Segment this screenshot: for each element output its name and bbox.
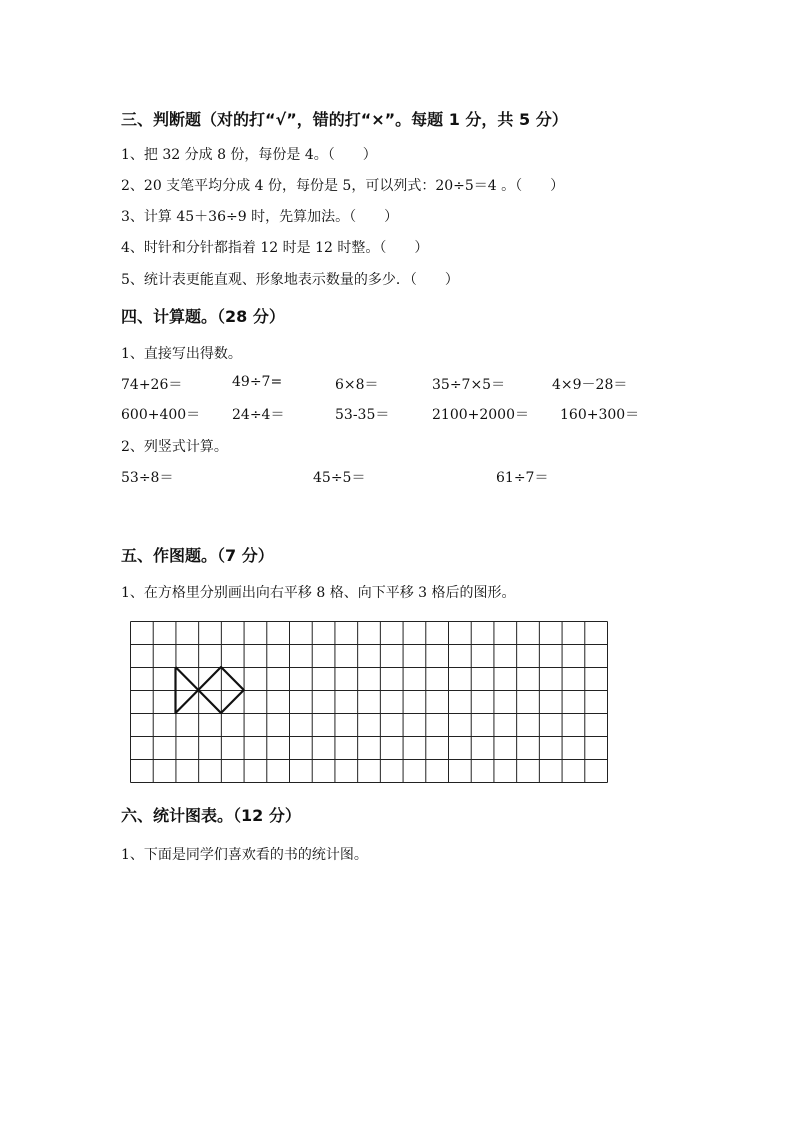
calc-problem: 35÷7×5＝ [432,377,506,393]
calc-problem: 49÷7= [232,374,283,390]
vertical-calc-instruction: 2、列竖式计算。 [121,439,228,455]
judge-question-1: 1、把 32 分成 8 份，每份是 4。（ ） [121,147,377,163]
calc-problem: 6×8＝ [335,377,379,393]
calc-problem: 600+400＝ [121,407,201,423]
vertical-calc-problem: 45÷5＝ [313,470,366,486]
calc-problem: 53-35＝ [335,407,390,423]
calc-problem: 2100+2000＝ [432,407,529,423]
section-5-heading: 五、作图题。（7 分） [121,546,274,565]
section-6-heading: 六、统计图表。（12 分） [121,806,301,825]
square-grid [130,621,608,783]
drawing-instruction: 1、在方格里分别画出向右平移 8 格、向下平移 3 格后的图形。 [121,585,516,601]
section-4-heading: 四、计算题。（28 分） [121,307,285,326]
vertical-calc-problem: 61÷7＝ [496,470,549,486]
calc-problem: 74+26＝ [121,377,183,393]
calc-problem: 24÷4＝ [232,407,285,423]
calc-problem: 160+300＝ [560,407,640,423]
chart-instruction: 1、下面是同学们喜欢看的书的统计图。 [121,847,368,863]
judge-question-5: 5、统计表更能直观、形象地表示数量的多少．（ ） [121,272,459,288]
vertical-calc-problem: 53÷8＝ [121,470,174,486]
judge-question-4: 4、时针和分针都指着 12 时是 12 时整。（ ） [121,240,429,256]
judge-question-2: 2、20 支笔平均分成 4 份，每份是 5，可以列式：20÷5＝4 。（ ） [121,178,565,194]
calc-problem: 4×9－28＝ [552,377,628,393]
judge-question-3: 3、计算 45＋36÷9 时，先算加法。（ ） [121,209,399,225]
section-3-heading: 三、判断题（对的打“√”，错的打“×”。每题 1 分，共 5 分） [121,110,568,129]
direct-answer-instruction: 1、直接写出得数。 [121,346,242,362]
